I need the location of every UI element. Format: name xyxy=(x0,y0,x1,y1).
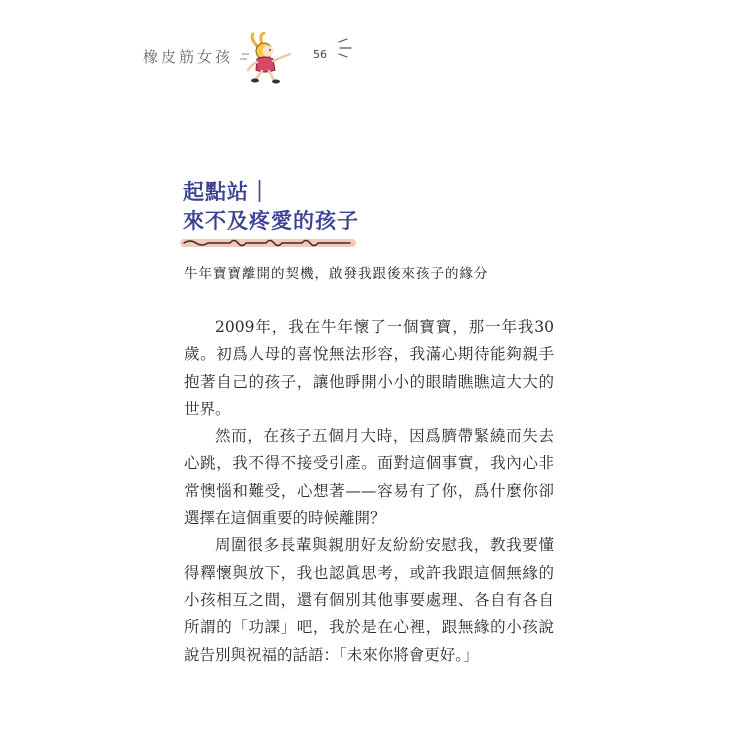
running-girl-illustration xyxy=(240,32,310,88)
chapter-title-line-1: 起點站｜ xyxy=(183,180,271,204)
body-text xyxy=(184,314,554,669)
paragraph-3: 周圍很多長輩與親朋好友紛紛安慰我，教我要懂得釋懷與放下，我也認眞思考，或許我跟這個無緣的小孩相互之間，還有個別其他事要處理、各自有各自所謂的「功課」吧，我於是在心裡，跟無緣的小孩說說告別與祝福的話語：「未來你將會更好。」 xyxy=(184,536,554,664)
paragraph-2: 然而，在孩子五個月大時，因爲臍帶緊繞而失去心跳，我不得不接受引產。面對這個事實，我內心非常懊惱和難受，心想著——容易有了你，爲什麼你卻選擇在這個重要的時候離開？ xyxy=(184,427,554,528)
chapter-subtitle: 牛年寶寶離開的契機，啟發我跟後來孩子的緣分 xyxy=(184,266,489,282)
paragraph-1: 2009年，我在牛年懷了一個寶寶，那一年我30歲。初爲人母的喜悅無法形容，我滿心期待能夠親手抱著自己的孩子，讓他睜開小小的眼睛瞧瞧這大大的世界。 xyxy=(184,318,554,418)
running-title: 橡皮筋女孩 xyxy=(143,48,234,66)
title-underline-decoration xyxy=(180,234,360,252)
page-number: 56 xyxy=(313,48,327,61)
chapter-title-line-2: 來不及疼愛的孩子 xyxy=(183,209,359,233)
chapter-title xyxy=(183,178,359,236)
motion-lines-icon xyxy=(336,38,356,62)
